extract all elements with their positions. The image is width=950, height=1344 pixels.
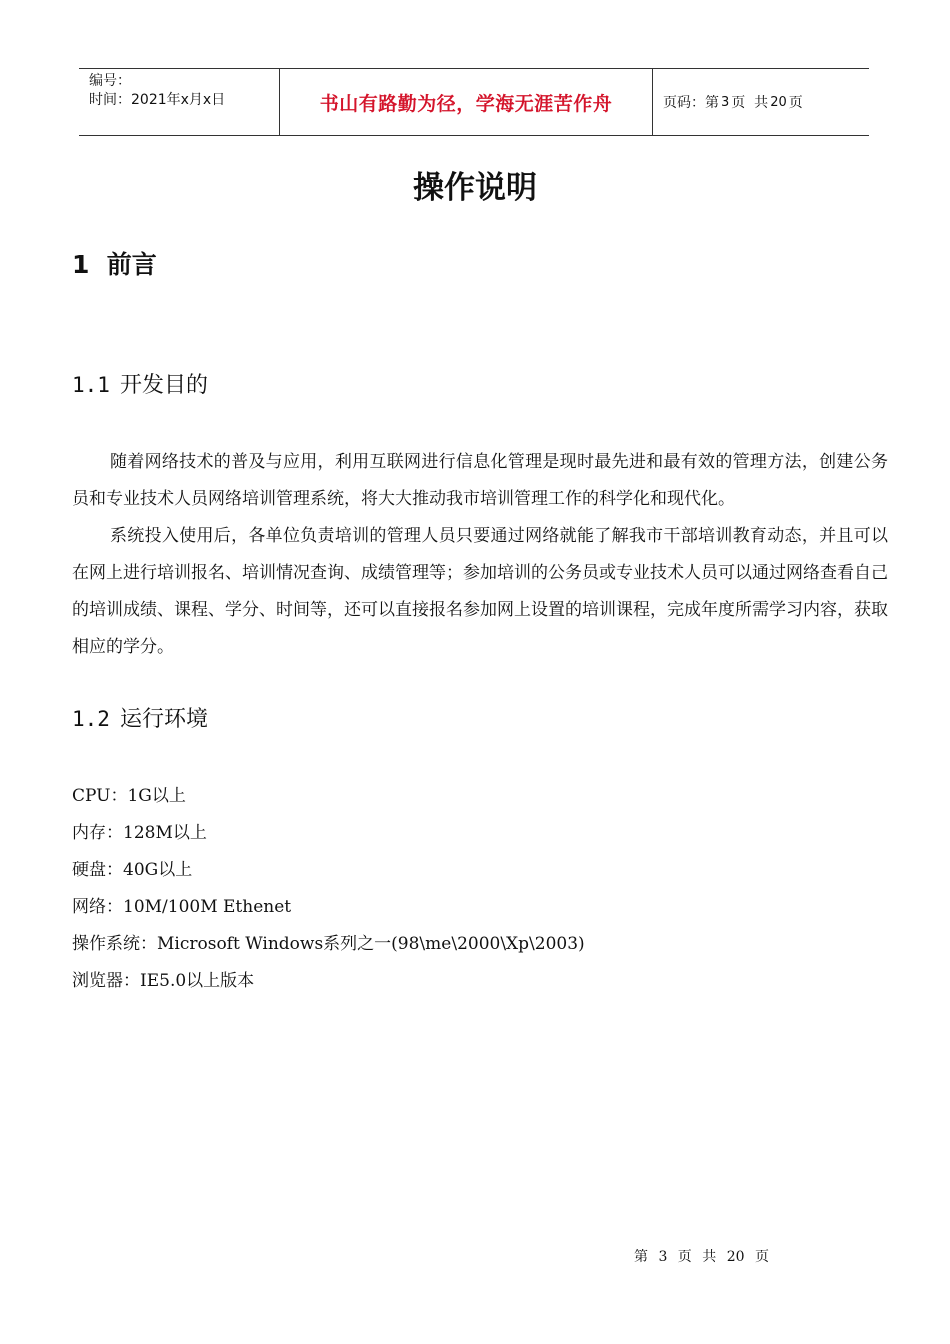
env-item-memory: 内存：128M以上 bbox=[72, 823, 207, 843]
section-1-heading: 1 前言 bbox=[72, 250, 157, 279]
header-page-current: 3 bbox=[721, 94, 730, 110]
header-number-label: 编号： bbox=[89, 73, 131, 89]
env-item-browser: 浏览器：IE5.0以上版本 bbox=[72, 971, 255, 991]
section-1-2-number: 1.2 bbox=[72, 707, 110, 731]
page-footer: 第 3 页 共 20 页 bbox=[634, 1249, 769, 1265]
section-1-1-number: 1.1 bbox=[72, 373, 110, 397]
env-item-os: 操作系统：Microsoft Windows系列之一(98\me\2000\Xp\2003) bbox=[72, 934, 585, 954]
header-page-prefix: 页码：第 bbox=[663, 95, 719, 111]
header-page-total: 20 bbox=[770, 94, 787, 110]
env-item-disk: 硬盘：40G以上 bbox=[72, 860, 193, 880]
header-table bbox=[79, 68, 869, 136]
header-time-label: 时间：2021年x月x日 bbox=[89, 92, 226, 108]
header-page-info bbox=[653, 69, 869, 135]
section-1-2-heading bbox=[72, 702, 208, 733]
document-title: 操作说明 bbox=[413, 170, 537, 206]
section-1-1-heading bbox=[72, 368, 208, 399]
header-page-suffix: 页 bbox=[788, 95, 803, 111]
section-1-1-title: 开发目的 bbox=[119, 373, 208, 398]
header-motto: 书山有路勤为径，学海无涯苦作舟 bbox=[280, 69, 653, 135]
paragraph-purpose-1: 随着网络技术的普及与应用，利用互联网进行信息化管理是现时最先进和最有效的管理方法，创建公务员和专业技术人员网络培训管理系统，将大大推动我市培训管理工作的科学化和现代化。 bbox=[72, 452, 888, 509]
header-page-mid: 页 共 bbox=[731, 95, 769, 111]
environment-list bbox=[72, 780, 585, 1002]
env-item-network: 网络：10M/100M Ethenet bbox=[72, 897, 292, 917]
paragraph-purpose-2: 系统投入使用后，各单位负责培训的管理人员只要通过网络就能了解我市干部培训教育动态，并且可以在网上进行培训报名、培训情况查询、成绩管理等；参加培训的公务员或专业技术人员可以通过网络查看自己的培训成绩、课程、学分、时间等，还可以直接报名参加网上设置的培训课程，完成年度所需学习内容，获取相应的学分。 bbox=[72, 526, 888, 657]
header-meta-cell bbox=[79, 69, 280, 135]
section-1-2-title: 运行环境 bbox=[119, 707, 208, 732]
env-item-cpu: CPU：1G以上 bbox=[72, 786, 186, 806]
